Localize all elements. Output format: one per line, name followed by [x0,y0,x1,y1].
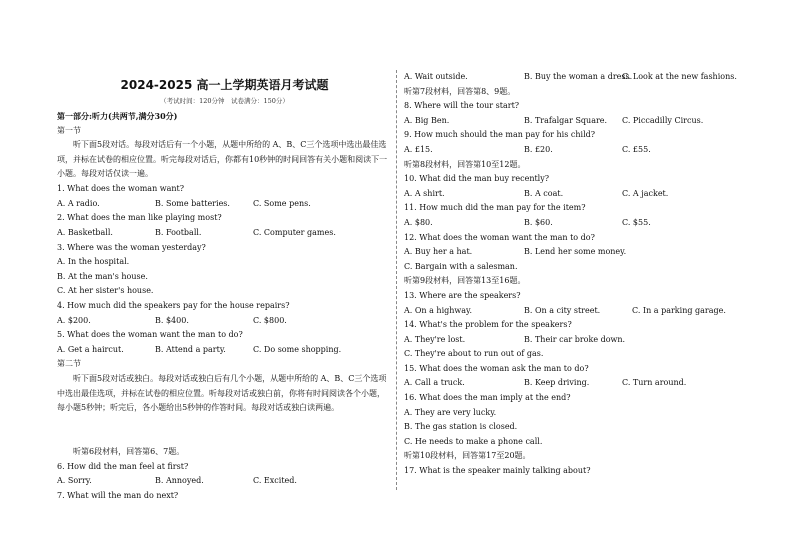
question: 12. What does the woman want the man to do? [404,232,595,242]
option-c: C. He needs to make a phone call. [404,436,543,446]
section-instructions: 听下面5段对话。每段对话后有一个小题，从题中所给的 A、B、C三个选项中选出最佳选项，并标在试卷的相应位置。听完每段对话后，你都有10秒钟的时间回答有关小题和阅读下一小题。每段对话仅读一遍。 [57,140,388,179]
question: 2. What does the man like playing most? [57,213,222,223]
option-c: C. They're about to run out of gas. [404,349,544,359]
question: 11. How much did the man pay for the item? [404,203,586,213]
option-b: B. Annoyed. [155,476,204,486]
option-a: A. Big Ben. [404,115,450,125]
material-heading: 听第6段材料，回答第6、7题。 [73,446,185,456]
option-a: A. Wait outside. [404,72,468,81]
option-a: A. On a highway. [404,305,473,315]
option-c: C. Some pens. [253,198,311,208]
option-c: C. In a parking garage. [632,305,726,315]
option-b: B. Keep driving. [524,378,590,388]
options [404,333,744,348]
question: 13. Where are the speakers? [404,290,521,300]
question: 15. What does the woman ask the man to do? [404,363,589,373]
question: 8. Where will the tour start? [404,101,520,111]
question: 6. How did the man feel at first? [57,461,189,471]
column-divider [396,70,397,490]
options [57,314,392,329]
options [57,197,392,212]
option-b: B. Their car broke down. [524,334,626,344]
exam-info: （考试时间：120分钟 试卷满分：150分） [160,97,289,105]
option-c: C. £55. [622,144,651,154]
option-b: B. The gas station is closed. [404,422,518,432]
question: 3. Where was the woman yesterday? [57,242,206,252]
material-heading: 听第10段材料，回答第17至20题。 [404,451,531,461]
question: 10. What did the man buy recently? [404,174,550,184]
options [404,304,744,319]
option-a: A. $200. [57,315,91,325]
options [404,216,744,231]
page-title: 2024-2025 高一上学期英语月考试题 [120,78,329,92]
option-b: B. $60. [524,217,553,227]
option-c: C. Do some shopping. [253,344,342,354]
option-a: A. Sorry. [57,476,92,486]
question: 9. How much should the man pay for his child? [404,130,596,140]
option-b: B. Football. [155,227,202,237]
options [404,143,744,158]
section-heading: 第二节 [57,359,81,369]
options [57,226,392,241]
option-b: B. On a city street. [524,305,601,315]
option-c: C. At her sister's house. [57,286,154,296]
option-a: A. In the hospital. [57,257,130,267]
option-a: A. They're lost. [404,334,466,344]
option-c: C. $800. [253,315,287,325]
option-a: A. $80. [404,217,433,227]
question: 1. What does the woman want? [57,184,185,194]
option-b: B. A coat. [524,188,564,198]
option-a: A. A radio. [57,198,100,208]
options [404,187,744,202]
option-a: A. Buy her a hat. [404,247,473,257]
options [404,114,744,129]
option-a: A. £15. [404,144,433,154]
material-heading: 听第9段材料，回答第13至16题。 [404,276,526,286]
option-a: A. Call a truck. [404,378,465,388]
question: 7. What will the man do next? [57,490,179,500]
options [404,376,744,391]
section-instructions: 听下面5段对话或独白。每段对话或独白后有几个小题，从题中所给的 A、B、C三个选项中选出最佳选项，并标在试卷的相应位置。听每段对话或独白前，你将有时间阅读各个小题，每小题5秒钟；听完后，各小题给出5秒钟的作答时间。每段对话或独白读两遍。 [57,373,387,413]
option-b: B. Some batteries. [155,198,230,208]
option-c: C. A jacket. [622,188,669,198]
options [57,343,392,358]
option-b: B. Buy the woman a dress. [524,72,633,81]
option-a: A. They are very lucky. [404,407,497,417]
question: 4. How much did the speakers pay for the house repairs? [57,300,290,310]
option-b: B. Trafalgar Square. [524,115,608,125]
section-heading: 第一节 [57,125,81,135]
option-c: C. Piccadilly Circus. [622,115,704,125]
option-a: A. Get a haircut. [57,344,124,354]
option-b: B. Attend a party. [155,344,226,354]
question: 16. What does the man imply at the end? [404,393,571,403]
option-a: A. A shirt. [404,188,445,198]
options [404,70,744,85]
right-column [404,70,744,479]
option-a: A. Basketball. [57,227,113,237]
option-c: C. $55. [622,217,651,227]
question: 14. What's the problem for the speakers? [404,320,572,330]
left-column [57,109,392,503]
question: 5. What does the woman want the man to do? [57,330,243,340]
option-c: C. Computer games. [253,227,336,237]
option-c: C. Look at the new fashions. [622,72,737,81]
part-heading: 第一部分:听力(共两节,满分30分) [57,111,178,121]
question: 17. What is the speaker mainly talking about? [404,466,591,476]
options [404,245,744,260]
option-b: B. At the man's house. [57,271,148,281]
option-b: B. £20. [524,144,553,154]
options [57,474,392,489]
option-c: C. Turn around. [622,378,687,388]
option-c: C. Excited. [253,476,297,486]
option-c: C. Bargain with a salesman. [404,261,518,271]
option-b: B. $400. [155,315,189,325]
material-heading: 听第7段材料，回答第8、9题。 [404,86,516,96]
option-b: B. Lend her some money. [524,247,627,257]
material-heading: 听第8段材料，回答第10至12题。 [404,159,526,169]
